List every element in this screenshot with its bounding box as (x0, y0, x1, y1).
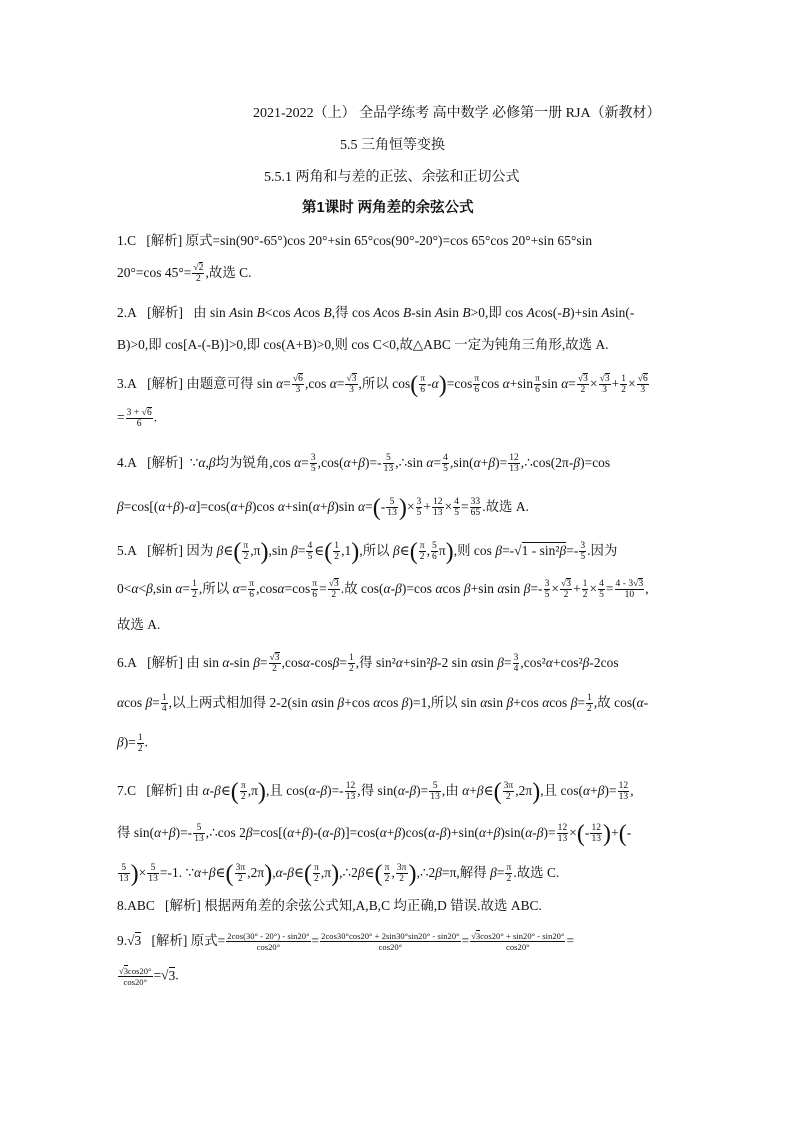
item-2-line-1: 2.A [解析] 由 sin Asin B<cos Acos B,得 cos Acos B-sin Asin B>0,即 cos Acos(-B)+sin Asin(- (117, 305, 635, 320)
analysis-tag: [解析] (147, 543, 183, 558)
analysis-tag: [解析] (151, 933, 188, 948)
item-3-line-1: 3.A [解析] 由题意可得 sin α= $\frac{√6}{3}$ ,cos α= $\frac{√3}{3}$ ,所以 cos( $\frac{\pi}{6}$ -α)=cos $\frac{\pi}{6}$ cos α+sin $\frac{\pi}{6}$ sin α= $\frac{√3}{2}$ × $\frac{√3}{3}$ + $\frac{1}{2}$ × $\frac{√6}{3}$ (117, 371, 648, 398)
item-number: 5.A (117, 543, 137, 558)
item-number: 3.A (117, 376, 137, 391)
analysis-tag: [解析] (146, 783, 183, 798)
item-7-line-3: $\frac{5}{13}$ )× $\frac{5}{13}$ =-1. ∵α+β∈( $\frac{3\pi}{2}$ ,2π),α-β∈( $\frac{\pi}{2}$ ,π),∴2β∈( $\frac{\pi}{2}$ , $\frac{3\pi}{2}$ ),∴2β=π,解得 β= $\frac{\pi}{2}$ .故选 C. (119, 860, 560, 887)
item-5-line-2: 0<α<β,sin α= $\frac{1}{2}$ ,所以 α= $\frac{\pi}{6}$ ,cosα=cos $\frac{\pi}{6}$ = $\frac{√3}{2}$ .故 cos(α-β)=cos αcos β+sin αsin β=- $\frac{3}{5}$ × $\frac{√3}{2}$ + $\frac{1}{2}$ × $\frac{4}{5}$ = $\frac{4 - 3√3}{10}$ , (117, 579, 649, 601)
item-number: 1.C (117, 233, 137, 248)
item-7-line-1: 7.C [解析] 由 α-β∈( $\frac{\pi}{2}$ ,π),且 cos(α-β)=- $\frac{12}{13}$ ,得 sin(α-β)= $\frac{5}{13}$ ,由 α+β∈( $\frac{3\pi}{2}$ ,2π),且 cos(α+β)= $\frac{12}{13}$ , (117, 778, 634, 805)
item-1-line-2: 20°=cos 45°= $\frac{√2}{2}$ ,故选 C. (117, 263, 252, 285)
item-number: 6.A (117, 655, 137, 670)
item-9-line-1: 9.√3 [解析] 原式= $\frac{2\cos(30^\circ - 20^\circ) - \sin 20^\circ}{\cos 20^\circ}$ = $\frac{2\cos 30^\circ\cos 20^\circ + 2\sin 30^\circ\sin 20^\circ - \sin 20^\circ}{\cos 20^\circ}$ = $\frac{√3\cos 20^\circ + \sin 20^\circ - \sin 20^\circ}{\cos 20^\circ}$ = (117, 931, 575, 953)
item-number: 2.A (117, 305, 137, 320)
item-6-line-2: αcos β= $\frac{1}{4}$ ,以上两式相加得 2-2(sin αsin β+cos αcos β)=1,所以 sin αsin β+cos αcos β= $\frac{1}{2}$ ,故 cos(α- (117, 693, 649, 715)
item-7-line-2: 得 sin(α+β)=- $\frac{5}{13}$ ,∴cos 2β=cos[(α+β)-(α-β)]=cos(α+β)cos(α-β)+sin(α+β)sin(α-β)= $\frac{12}{13}$ ×(- $\frac{12}{13}$ )+(- (117, 820, 632, 847)
item-1-line-1: 1.C [解析] 原式=sin(90°-65°)cos 20°+sin 65°cos(90°-20°)=cos 65°cos 20°+sin 65°sin (117, 233, 593, 248)
item-3-line-2: = $\frac{3 + √6}{6}$ . (117, 408, 158, 429)
item-number: 8.ABC (117, 898, 155, 913)
item-5-line-3: 故选 A. (117, 617, 161, 632)
analysis-tag: [解析] (147, 655, 183, 670)
section-title: 5.5 三角恒等变换 (340, 138, 445, 153)
item-4-line-1: 4.A [解析] ∵α,β均为锐角,cos α= $\frac{3}{5}$ ,cos(α+β)=- $\frac{5}{13}$ ,∴sin α= $\frac{4}{5}$ ,sin(α+β)= $\frac{12}{13}$ ,∴cos(2π-β)=cos (117, 453, 611, 475)
item-2-line-2: B)>0,即 cos[A-(-B)]>0,即 cos(A+B)>0,则 cos C<0,故△ABC 一定为钝角三角形,故选 A. (117, 337, 609, 352)
item-6-line-3: β)= $\frac{1}{2}$ . (117, 733, 149, 754)
item-8-text: 根据两角差的余弦公式知,A,B,C 均正确,D 错误.故选 ABC. (204, 898, 542, 913)
item-5-line-1: 5.A [解析] 因为 β∈( $\frac{\pi}{2}$ ,π),sin β= $\frac{4}{5}$ ∈( $\frac{1}{2}$ ,1),所以 β∈( $\frac{\pi}{2}$ , $\frac{5}{6}$ π),则 cos β=-√1 - sin²β=- $\frac{3}{5}$ .因为 (117, 538, 618, 565)
item-8-line-1 (117, 895, 542, 914)
item-6-line-1: 6.A [解析] 由 sin α-sin β= $\frac{√3}{2}$ ,cosα-cosβ= $\frac{1}{2}$ ,得 sin²α+sin²β-2 sin αsin β= $\frac{3}{4}$ ,cos²α+cos²β-2cos (117, 653, 619, 675)
analysis-tag: [解析] (165, 898, 201, 913)
analysis-tag: [解析] (147, 376, 183, 391)
item-number: 4.A (117, 455, 137, 470)
course-header: 2021-2022（上） 全品学练考 高中数学 必修第一册 RJA（新教材） (253, 106, 661, 121)
subsection-title: 5.5.1 两角和与差的正弦、余弦和正切公式 (264, 170, 520, 185)
analysis-tag: [解析] (146, 233, 183, 248)
lesson-title: 第1课时 两角差的余弦公式 (302, 200, 474, 216)
item-number: 7.C (117, 783, 137, 798)
item-9-line-2: $\frac{√3\cos 20^\circ}{\cos 20^\circ}$ =√3. (119, 966, 179, 987)
analysis-tag: [解析] (147, 305, 183, 320)
item-4-line-2: β=cos[(α+β)-α]=cos(α+β)cos α+sin(α+β)sin α=(- $\frac{5}{13}$ )× $\frac{3}{5}$ + $\frac{12}{13}$ × $\frac{4}{5}$ = $\frac{33}{65}$ .故选 A. (117, 494, 530, 521)
analysis-tag: [解析] (147, 455, 183, 470)
